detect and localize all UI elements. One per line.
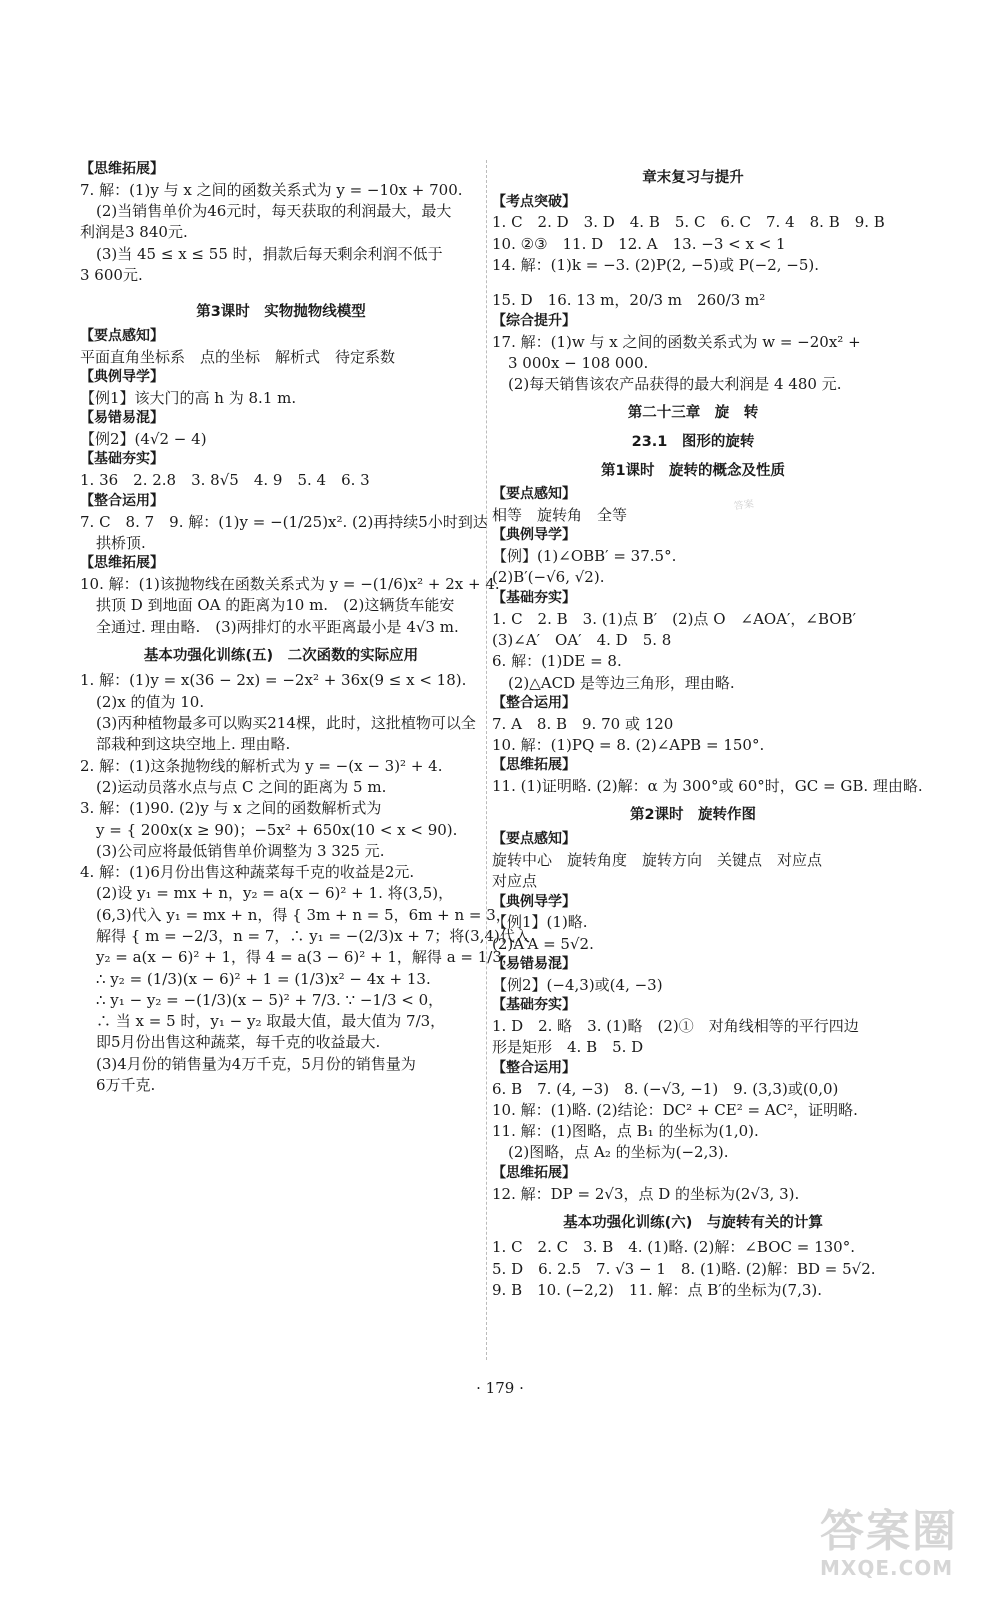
section-heading: 【思维拓展】 [80,555,164,572]
answer-line: (2)设 y₁ = mx + n，y₂ = a(x − 6)² + 1. 将(3,5)， [96,884,454,903]
answer-line: (2)当销售单价为46元时，每天获取的利润最大，最大 [96,202,452,221]
lesson-title: 第3课时 实物抛物线模型 [196,304,366,321]
answer-line: (2)运动员落水点与点 C 之间的距离为 5 m. [96,777,387,796]
answer-line: 1. C 2. D 3. D 4. B 5. C 6. C 7. 4 8. B 9. B [492,213,885,232]
answer-line: 14. 解：(1)k = −3. (2)P(2, −5)或 P(−2, −5). [492,256,820,275]
spacer [492,276,894,290]
section-heading: 【基础夯实】 [80,451,164,468]
lesson-title: 第二十三章 旋 转 [627,405,759,422]
answer-line: 3. 解：(1)90. (2)y 与 x 之间的函数解析式为 [80,799,382,818]
answer-line: (2)△ACD 是等边三角形，理由略. [508,673,735,692]
section-heading: 【整合运用】 [492,694,576,711]
lesson-title: 基本功强化训练(六) 与旋转有关的计算 [563,1214,823,1231]
answer-line: (3)公司应将最低销售单价调整为 3 325 元. [96,841,385,860]
section-heading: 【基础夯实】 [492,589,576,606]
lesson-title: 第1课时 旋转的概念及性质 [600,462,786,479]
answer-line: 5. D 6. 2.5 7. √3 − 1 8. (1)略. (2)解：BD = 5√2. [492,1259,876,1278]
answer-line: 3 600元. [80,266,143,285]
answer-line: (2)图略，点 A₂ 的坐标为(−2,3). [508,1143,729,1162]
answer-line: 部栽种到这块空地上. 理由略. [96,735,291,754]
answer-line: 6. 解：(1)DE = 8. [492,652,622,671]
lesson-title: 第2课时 旋转作图 [629,807,757,824]
answer-line: 10. ②③ 11. D 12. A 13. −3 < x < 1 [492,234,786,253]
answer-line: (3)当 45 ≤ x ≤ 55 时，捐款后每天剩余利润不低于 [96,244,443,263]
answer-line: 17. 解：(1)w 与 x 之间的函数关系式为 w = −20x² + [492,332,861,351]
section-heading: 【整合运用】 [492,1059,576,1076]
lesson-title: 章末复习与提升 [642,170,744,186]
section-heading: 【典例导学】 [492,893,576,910]
section-heading: 【考点突破】 [492,193,576,210]
section-heading: 【基础夯实】 [492,997,576,1014]
answer-line: 2. 解：(1)这条抛物线的解析式为 y = −(x − 3)² + 4. [80,756,443,775]
answer-line: 1. D 2. 略 3. (1)略 (2)① 对角线相等的平行四边 [492,1017,859,1036]
section-heading: 【整合运用】 [80,492,164,509]
watermark-logo-sub: MXQE.COM [820,1556,954,1580]
watermark-logo [820,1506,990,1590]
answer-line: 10. 解：(1)该抛物线在函数关系式为 y = −(1/6)x² + 2x + 4. [80,574,500,593]
section-heading: 【易错易混】 [492,956,576,972]
answer-line: 形是矩形 4. B 5. D [492,1038,644,1057]
answer-line: 10. 解：(1)PQ = 8. (2)∠APB = 150°. [492,736,765,755]
answer-line: (3)4月份的销售量为4万千克，5月份的销售量为 [96,1054,416,1073]
answer-line: 3 000x − 108 000. [508,353,649,372]
answer-line: 对应点 [492,872,538,891]
lesson-title: 23.1 图形的旋转 [631,433,755,450]
answer-line: (2)B′(−√6, √2). [492,568,605,587]
answer-line: 即5月份出售这种蔬菜，每千克的收益最大. [96,1033,381,1052]
answer-line: 【例2】(4√2 − 4) [80,430,207,449]
answer-line: 12. 解：DP = 2√3，点 D 的坐标为(2√3, 3). [492,1184,800,1203]
answer-line: ∴ y₂ = (1/3)(x − 6)² + 1 = (1/3)x² − 4x + 13. [96,969,431,988]
answer-line: 11. (1)证明略. (2)解：α 为 300°或 60°时，GC = GB. 理由略. [492,777,923,796]
answer-line: 9. B 10. (−2,2) 11. 解：点 B′的坐标为(7,3). [492,1281,823,1300]
answer-line: ∴ y₁ − y₂ = −(1/3)(x − 5)² + 7/3. ∵ −1/3 < 0， [96,990,444,1009]
section-heading: 【典例导学】 [492,527,576,544]
column-divider [486,160,487,1360]
section-heading: 【思维拓展】 [492,757,576,774]
answer-line: 11. 解：(1)图略，点 B₁ 的坐标为(1,0). [492,1122,759,1141]
answer-line: 相等 旋转角 全等 [492,506,628,525]
right-column [492,160,923,1301]
watermark-stamp: 答案 [733,498,755,513]
answer-line: 1. 36 2. 2.8 3. 8√5 4. 9 5. 4 6. 3 [80,471,370,490]
section-heading: 【易错易混】 [80,410,164,427]
answer-line: 7. C 8. 7 9. 解：(1)y = −(1/25)x². (2)再持续5小时到达 [80,512,488,531]
answer-line: 4. 解：(1)6月份出售这种蔬菜每千克的收益是2元. [80,863,415,882]
answer-line: 解得 { m = −2/3，n = 7，∴ y₁ = −(2/3)x + 7；将(3,4)代入 [96,927,530,945]
answer-line: 【例】(1)∠OBB′ = 37.5°. [492,547,677,566]
answer-line: (2)A′A = 5√2. [492,934,594,953]
watermark-logo-main: 答案圈 [820,1506,958,1557]
section-heading: 【典例导学】 [80,369,164,386]
answer-line: 【例2】(−4,3)或(4, −3) [492,975,663,994]
answer-line: 旋转中心 旋转角度 旋转方向 关键点 对应点 [492,850,823,869]
answer-line: 6. B 7. (4, −3) 8. (−√3, −1) 9. (3,3)或(0,0) [492,1079,839,1098]
answer-line: 1. C 2. C 3. B 4. (1)略. (2)解：∠BOC = 130°. [492,1238,855,1257]
section-heading: 【思维拓展】 [492,1164,576,1181]
lesson-title: 基本功强化训练(五) 二次函数的实际应用 [143,647,419,664]
page-number: · 179 · [476,1379,524,1397]
section-heading: 【思维拓展】 [80,161,164,177]
answer-line: (6,3)代入 y₁ = mx + n，得 { 3m + n = 5，6m + n = 3， [96,905,511,924]
answer-line: 全通过. 理由略. (3)两排灯的水平距离最小是 4√3 m. [96,617,459,636]
answer-line: 1. C 2. B 3. (1)点 B′ (2)点 O ∠AOA′，∠BOB′ [492,609,857,628]
answer-line: 15. D 16. 13 m，20/3 m 260/3 m² [492,291,766,310]
section-heading: 【要点感知】 [80,327,164,344]
answer-line: 拱顶 D 到地面 OA 的距离为10 m. (2)这辆货车能安 [96,596,455,615]
answer-line: (2)每天销售该农产品获得的最大利润是 4 480 元. [508,375,842,394]
answer-line: 7. A 8. B 9. 70 或 120 [492,714,674,733]
spacer [80,286,482,294]
answer-line: (3)∠A′ OA′ 4. D 5. 8 [492,630,672,649]
answer-line: 1. 解：(1)y = x(36 − 2x) = −2x² + 36x(9 ≤ x < 18). [80,671,467,690]
section-heading: 【要点感知】 [492,831,576,848]
answer-line: 10. 解：(1)略. (2)结论：DC² + CE² = AC²，证明略. [492,1100,858,1119]
section-heading: 【综合提升】 [492,312,576,329]
answer-line: y₂ = a(x − 6)² + 1，得 4 = a(3 − 6)² + 1，解得 a = 1/3， [96,948,517,967]
answer-line: 【例1】(1)略. [492,913,588,932]
answer-line: (2)x 的值为 10. [96,692,205,711]
answer-line: 7. 解：(1)y 与 x 之间的函数关系式为 y = −10x + 700. [80,180,463,199]
answer-line: 6万千克. [96,1076,156,1095]
answer-line: 利润是3 840元. [80,223,188,242]
answer-line: 拱桥顶. [96,533,146,552]
section-heading: 【要点感知】 [492,486,576,503]
answer-line: (3)丙种植物最多可以购买214棵，此时，这批植物可以全 [96,714,476,733]
answer-line: y = { 200x(x ≥ 90)；−5x² + 650x(10 < x < 90). [96,820,458,839]
answer-line: ∴ 当 x = 5 时，y₁ − y₂ 取最大值，最大值为 7/3， [96,1012,446,1031]
answer-line: 【例1】该大门的高 h 为 8.1 m. [80,388,297,407]
answer-line: 平面直角坐标系 点的坐标 解析式 待定系数 [80,347,396,366]
